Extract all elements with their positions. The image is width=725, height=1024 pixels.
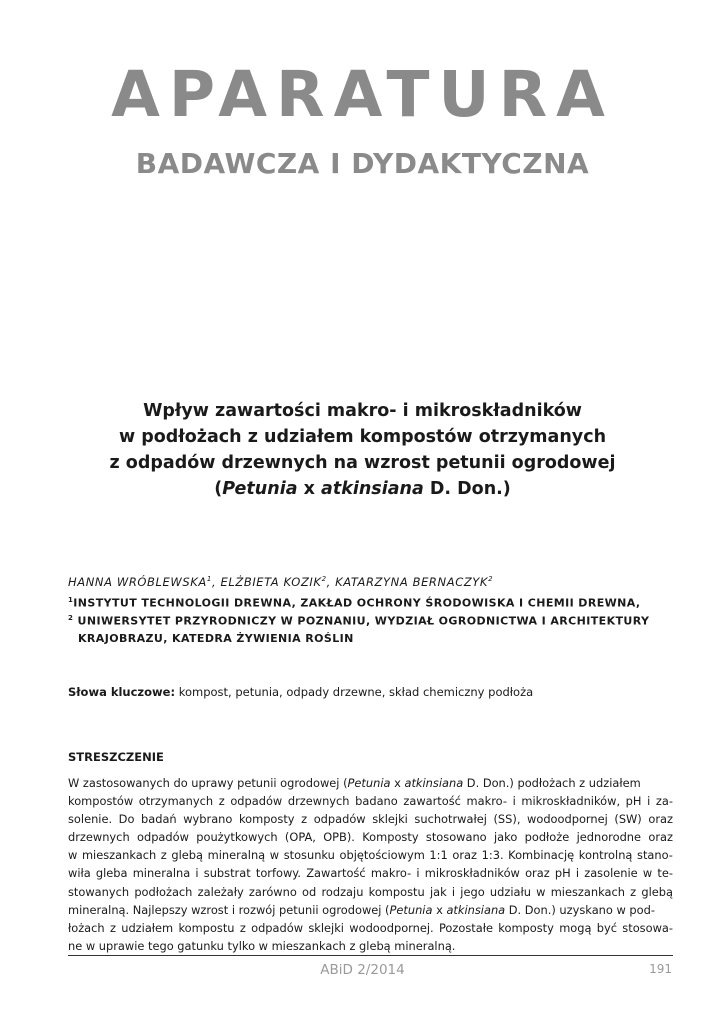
title-paren: ( <box>214 479 223 499</box>
author: , KATARZYNA BERNACZYK <box>326 575 489 589</box>
abstract-word: jako <box>493 830 518 845</box>
abstract-word: w <box>642 866 653 881</box>
species-genus: Petunia <box>389 902 433 917</box>
title-end: D. Don.) <box>423 479 511 499</box>
abstract-word: (SS), <box>493 812 521 827</box>
affiliation-text: UNIWERSYTET PRZYRODNICZY W POZNANIU, WYDZIAŁ OGRODNICTWA I ARCHITEKTURY <box>77 614 650 628</box>
article-title <box>60 398 665 502</box>
affiliation-mark: 1 <box>68 596 74 604</box>
abstract-word: stosunku <box>283 848 335 863</box>
abstract-word: stosowano <box>425 830 487 845</box>
abstract-text: D. Don.) uzyskano w pod- <box>505 902 655 917</box>
affiliation-2 <box>68 610 678 647</box>
author-affiliation-mark: 2 <box>488 575 494 584</box>
abstract-word: wybrano <box>183 812 233 827</box>
abstract-word: odpadów <box>313 812 366 827</box>
abstract-word: mikroskładników <box>424 866 520 881</box>
abstract-word: komposty <box>238 812 295 827</box>
page-number: 191 <box>649 962 672 976</box>
abstract-word: udziału <box>489 884 531 899</box>
abstract-word: i <box>451 884 456 899</box>
abstract-word: mieszankach <box>81 848 157 863</box>
abstract-word: kompostów <box>68 794 134 809</box>
abstract-word: mineralna <box>132 866 191 881</box>
abstract-word: komposty <box>498 920 554 935</box>
abstract-word: jak <box>429 884 447 899</box>
abstract-line <box>68 864 673 882</box>
abstract-word: łożach <box>68 920 105 935</box>
abstract-word: kompostu <box>178 920 235 935</box>
abstract-word: 1:3. <box>481 848 504 863</box>
species-name: atkinsiana <box>446 902 506 917</box>
abstract-word: i <box>512 794 516 809</box>
title-line: w podłożach z udziałem kompostów otrzymanych <box>118 427 607 447</box>
abstract-word: z <box>218 794 225 809</box>
abstract-line <box>68 846 673 864</box>
abstract-word: wodoodpornej <box>527 812 608 827</box>
abstract-word: drzewnych <box>287 794 350 809</box>
abstract-word: udziałem <box>121 920 174 935</box>
abstract-word: poużytkowych <box>196 830 278 845</box>
abstract-word: badań <box>141 812 177 827</box>
abstract-word: z <box>301 812 308 827</box>
abstract-word: wodoodpornej. <box>349 920 434 935</box>
abstract-word: glebą <box>171 848 204 863</box>
species-name: atkinsiana <box>404 776 464 790</box>
abstract-body <box>68 774 673 955</box>
abstract-word: zawartość <box>403 794 461 809</box>
abstract-word: i <box>195 866 199 881</box>
abstract-text: x <box>432 902 447 917</box>
abstract-word: gleba <box>95 866 128 881</box>
abstract-word: te- <box>657 866 673 881</box>
abstract-word: z <box>239 920 246 935</box>
abstract-line <box>68 901 673 919</box>
abstract-word: substrat <box>203 866 251 881</box>
abstract-text: x <box>390 776 405 790</box>
abstract-word: podłoże <box>524 830 570 845</box>
abstract-text <box>68 901 655 919</box>
abstract-word: mikroskładników, <box>521 794 621 809</box>
abstract-word: odpadów <box>251 920 304 935</box>
keywords-text: kompost, petunia, odpady drzewne, skład chemiczny podłoża <box>175 685 534 699</box>
abstract-word: pH <box>625 794 642 809</box>
abstract-text: mineralną. Najlepszy wzrost i rozwój petunii ogrodowej ( <box>68 902 390 917</box>
abstract-word: w <box>68 848 78 863</box>
abstract-word: Pozostałe <box>438 920 493 935</box>
abstract-word: kontrolną <box>578 848 633 863</box>
abstract-word: i <box>647 794 651 809</box>
abstract-word: Kombinację <box>508 848 575 863</box>
abstract-word: (SW) <box>614 812 642 827</box>
abstract-word: mineralną <box>207 848 266 863</box>
title-species: atkinsiana <box>321 479 424 499</box>
abstract-word: być <box>596 920 617 935</box>
abstract-word: wiła <box>68 866 91 881</box>
abstract-word: mieszankach <box>550 884 625 899</box>
abstract-line <box>68 792 673 810</box>
abstract-line <box>68 883 673 901</box>
footer-journal-issue: ABiD 2/2014 <box>320 962 405 978</box>
abstract-word: pH <box>554 866 571 881</box>
abstract-word: oraz <box>525 866 550 881</box>
abstract-word: za- <box>655 794 673 809</box>
abstract-word: otrzymanych <box>138 794 214 809</box>
abstract-word: odpadów <box>137 830 189 845</box>
abstract-text: D. Don.) podłożach z udziałem <box>463 776 641 790</box>
author-affiliation-mark: 2 <box>321 575 327 584</box>
abstract-word: od <box>302 884 317 899</box>
abstract-word: jednorodne <box>576 830 642 845</box>
abstract-line <box>68 774 673 792</box>
abstract-word: Do <box>118 812 135 827</box>
affiliation-1 <box>68 592 678 612</box>
abstract-word: z <box>160 848 167 863</box>
abstract-word: rodzaju <box>321 884 364 899</box>
keywords <box>68 685 533 699</box>
abstract-word: zależały <box>197 884 244 899</box>
journal-name: APARATURA <box>111 58 614 131</box>
affiliation-text: INSTYTUT TECHNOLOGII DREWNA, ZAKŁAD OCHRONY ŚRODOWISKA I CHEMII DREWNA, <box>73 596 641 610</box>
abstract-line: ne w uprawie tego gatunku tylko w mieszankach z glebą mineralną. <box>68 938 456 953</box>
abstract-word: Zawartość <box>306 866 366 881</box>
abstract-word: w <box>269 848 280 863</box>
author-affiliation-mark: 1 <box>206 575 212 584</box>
affiliation-text: KRAJOBRAZU, KATEDRA ŻYWIENIA ROŚLIN <box>78 631 354 645</box>
abstract-word: w <box>536 884 546 899</box>
title-x: x <box>297 479 322 499</box>
keywords-label: Słowa kluczowe: <box>68 685 176 699</box>
abstract-word: oraz <box>648 812 673 827</box>
abstract-line <box>68 828 673 846</box>
abstract-word: sklejki <box>372 812 408 827</box>
title-line: Wpływ zawartości makro- i mikroskładników <box>143 401 582 421</box>
abstract-word: OPB). <box>323 830 355 845</box>
abstract-word: jego <box>460 884 485 899</box>
abstract-word: makro- <box>370 866 412 881</box>
abstract-word: stowanych <box>68 884 130 899</box>
abstract-word: torfowy. <box>255 866 302 881</box>
journal-subtitle: BADAWCZA I DYDAKTYCZNA <box>135 147 590 180</box>
abstract-word: suchotrwałej <box>414 812 487 827</box>
abstract-word: objętościowym <box>339 848 425 863</box>
author: , ELŻBIETA KOZIK <box>211 575 322 589</box>
species-genus: Petunia <box>347 776 391 790</box>
abstract-word: zasolenie <box>584 866 638 881</box>
abstract-word: 1:1 <box>429 848 448 863</box>
abstract-word: oraz <box>452 848 477 863</box>
abstract-word: i <box>575 866 580 881</box>
abstract-line <box>68 810 673 828</box>
abstract-text <box>68 774 641 792</box>
abstract-word: glebą <box>641 884 673 899</box>
abstract-word: zarówno <box>248 884 297 899</box>
abstract-word: i <box>416 866 420 881</box>
author: HANNA WRÓBLEWSKA <box>68 575 207 589</box>
abstract-word: makro- <box>466 794 507 809</box>
abstract-word: podłożach <box>134 884 193 899</box>
abstract-text: W zastosowanych do uprawy petunii ogrodowej ( <box>68 776 348 790</box>
abstract-word: drzewnych <box>68 830 130 845</box>
title-line <box>60 476 665 502</box>
title-line: z odpadów drzewnych na wzrost petunii ogrodowej <box>109 453 616 473</box>
abstract-line <box>68 919 673 937</box>
abstract-word: Komposty <box>362 830 419 845</box>
abstract-word: sklejki <box>308 920 344 935</box>
abstract-word: mogą <box>559 920 592 935</box>
abstract-word: oraz <box>648 830 673 845</box>
abstract-word: z <box>109 920 116 935</box>
author-list <box>68 575 493 589</box>
abstract-word: z <box>630 884 637 899</box>
footer-rule <box>68 955 673 956</box>
abstract-heading: STRESZCZENIE <box>68 750 164 764</box>
title-genus: Petunia <box>222 479 298 499</box>
abstract-word: stano- <box>637 848 673 863</box>
affiliation-mark: 2 <box>68 614 74 622</box>
abstract-word: (OPA, <box>284 830 316 845</box>
abstract-word: solenie. <box>68 812 113 827</box>
abstract-word: stosowa- <box>622 920 673 935</box>
abstract-word: odpadów <box>230 794 283 809</box>
abstract-word: kompostu <box>368 884 425 899</box>
abstract-word: badano <box>355 794 398 809</box>
